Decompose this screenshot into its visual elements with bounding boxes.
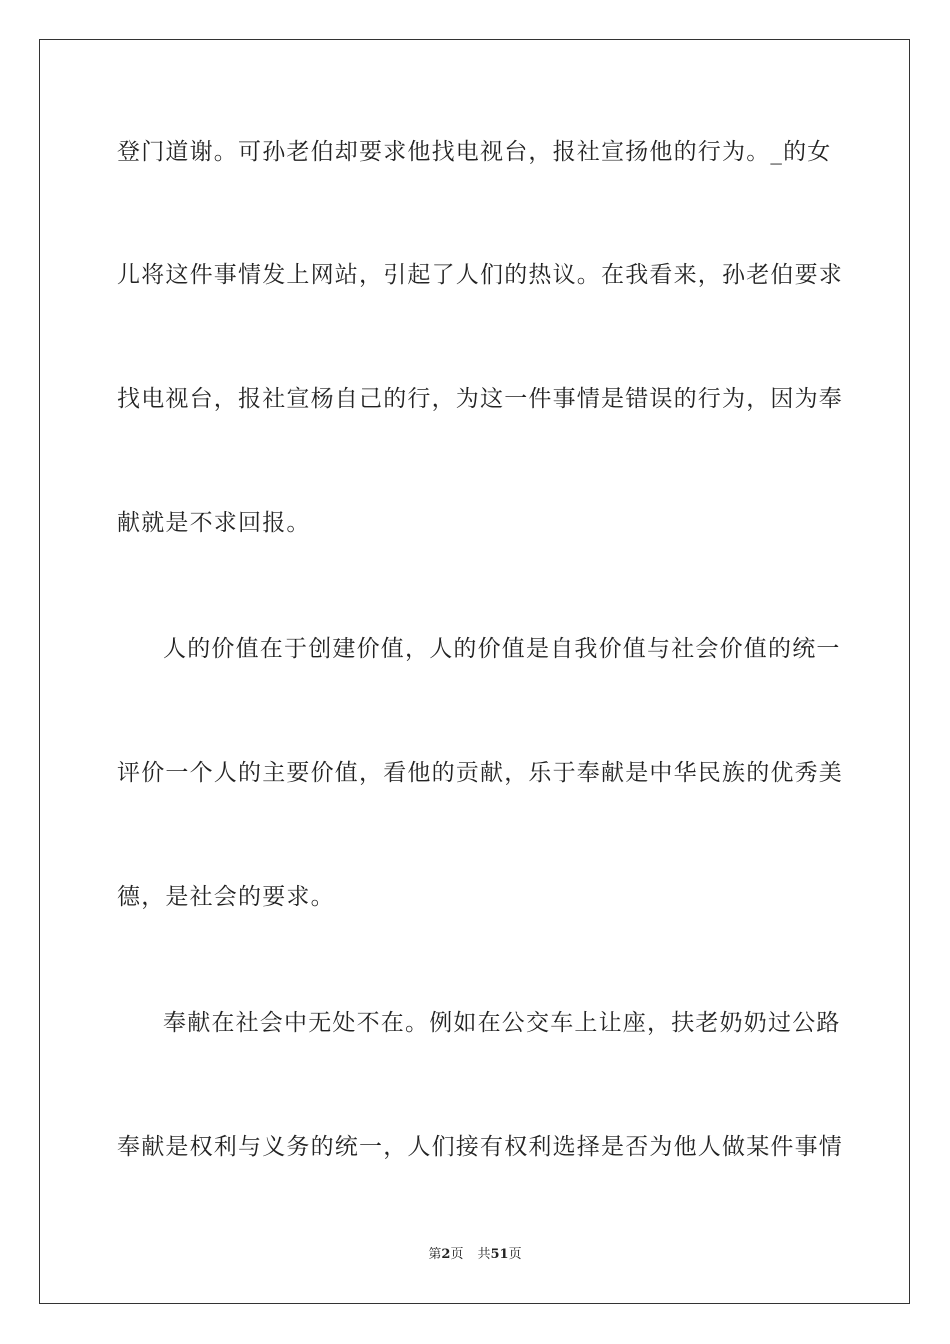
total-page-number: 51 <box>490 1247 509 1262</box>
paragraph-line: 评价一个人的主要价值，看他的贡献，乐于奉献是中华民族的优秀美 <box>117 760 843 786</box>
total-prefix: 共 <box>477 1247 491 1262</box>
current-page-number: 2 <box>441 1247 451 1262</box>
paragraph-line: 奉献是权利与义务的统一，人们接有权利选择是否为他人做某件事情 <box>117 1134 843 1160</box>
paragraph-line: 奉献在社会中无处不在。例如在公交车上让座，扶老奶奶过公路 <box>163 1010 841 1036</box>
page-prefix: 第 <box>428 1247 442 1262</box>
paragraph-line: 献就是不求回报。 <box>117 510 311 536</box>
paragraph-line: 儿将这件事情发上网站，引起了人们的热议。在我看来，孙老伯要求 <box>117 262 843 288</box>
page-footer <box>0 1246 950 1264</box>
paragraph-line: 登门道谢。可孙老伯却要求他找电视台，报社宣扬他的行为。_的女 <box>117 139 832 165</box>
total-suffix: 页 <box>508 1247 522 1262</box>
paragraph-line: 人的价值在于创建价值，人的价值是自我价值与社会价值的统一 <box>163 636 841 662</box>
page-suffix: 页 <box>450 1247 464 1262</box>
page-border <box>39 39 910 1304</box>
paragraph-line: 德，是社会的要求。 <box>117 884 335 910</box>
paragraph-line: 找电视台，报社宣杨自己的行，为这一件事情是错误的行为，因为奉 <box>117 386 843 412</box>
